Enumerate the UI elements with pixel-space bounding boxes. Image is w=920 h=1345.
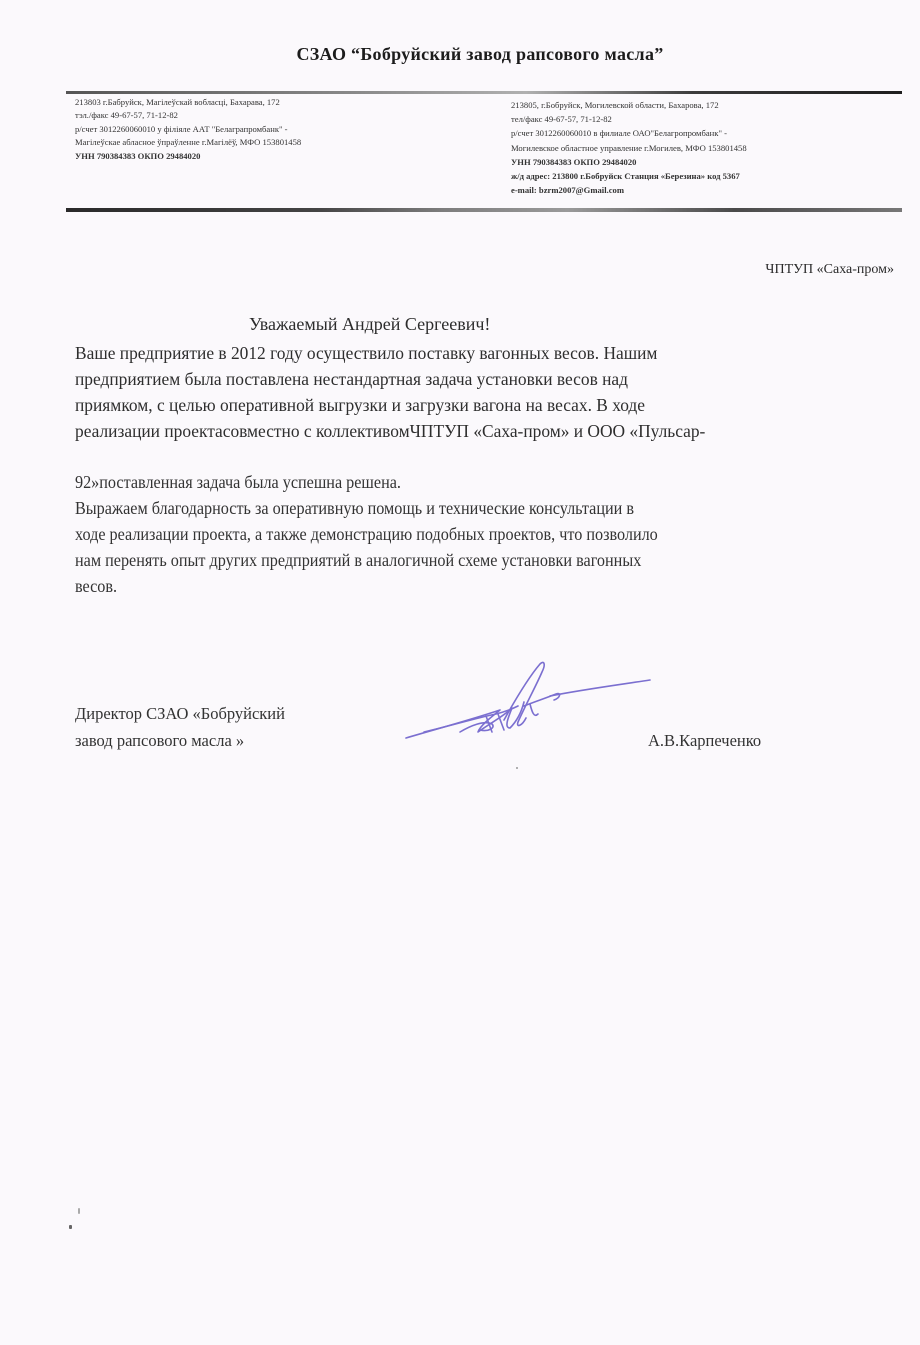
address-line: 213805, г.Бобруйск, Могилевской области, Бахарова, 172: [511, 100, 719, 110]
body-line: весов.: [75, 576, 118, 596]
body-line: 92»поставленная задача была успешна решена.: [75, 472, 401, 492]
bank-branch-line: Магілеўскае абласное ўпраўленне г.Магілёў, МФО 153801458: [75, 137, 302, 148]
letter-paragraph-2: [75, 469, 702, 599]
phone-line: тел/факс 49-67-57, 71-12-82: [511, 114, 612, 125]
body-line: нам перенять опыт других предприятий в аналогичной схеме установки вагонных: [75, 550, 642, 570]
signatory-title-line: завод рапсового масла »: [75, 731, 245, 750]
signatory-title-line: Директор СЗАО «Бобруйский: [75, 704, 285, 723]
bank-branch-line: Могилевское областное управление г.Могилев, МФО 153801458: [511, 142, 747, 153]
bank-account-line: р/счет 3012260060010 у філіяле ААТ "Белаграпромбанк" -: [75, 123, 288, 134]
body-line: Выражаем благодарность за оперативную помощь и технические консультации в: [75, 498, 634, 518]
railway-address-line: ж/д адрес: 213800 г.Бобруйск Станция «Березина» код 5367: [511, 171, 740, 182]
body-line: приямком, с целью оперативной выгрузки и загрузки вагона на весах. В ходе: [75, 395, 645, 415]
scan-speck: [78, 1208, 80, 1214]
letter-paragraph-1: [75, 340, 887, 444]
scan-speck: [516, 767, 518, 769]
address-line: 213803 г.Бабруйск, Магілеўскай вобласці, Бахарава, 172: [75, 97, 280, 107]
body-line: реализации проектасовместно с коллективомЧПТУП «Саха-пром» и ООО «Пульсар-: [75, 421, 706, 441]
phone-line: тэл./факс 49-67-57, 71-12-82: [75, 110, 178, 121]
letterhead-top-rule: [66, 91, 902, 94]
letterhead-address-russian: [511, 98, 747, 197]
body-line: предприятием была поставлена нестандартная задача установки весов над: [75, 369, 629, 389]
scan-speck: [69, 1225, 72, 1229]
tax-id-line: УНН 790384383 ОКПО 29484020: [511, 156, 637, 167]
salutation: Уважаемый Андрей Сергеевич!: [249, 314, 491, 334]
tax-id-line: УНН 790384383 ОКПО 29484020: [75, 150, 201, 161]
bank-account-line: р/счет 3012260060010 в филиале ОАО"Белагропромбанк" -: [511, 128, 727, 139]
signatory-name: А.В.Карпеченко: [648, 731, 762, 750]
signatory-title: [75, 700, 285, 754]
letterhead-address-belarusian: [75, 96, 301, 163]
letterhead-bottom-rule: [66, 208, 902, 212]
company-title: СЗАО “Бобруйский завод рапсового масла”: [296, 44, 664, 64]
recipient: ЧПТУП «Саха-пром»: [765, 262, 894, 277]
handwritten-signature: [400, 656, 660, 746]
email-line: e-mail: bzrm2007@Gmail.com: [511, 185, 624, 196]
body-line: Ваше предприятие в 2012 году осуществило поставку вагонных весов. Нашим: [75, 343, 658, 363]
body-line: ходе реализации проекта, а также демонстрацию подобных проектов, что позволило: [75, 524, 658, 544]
